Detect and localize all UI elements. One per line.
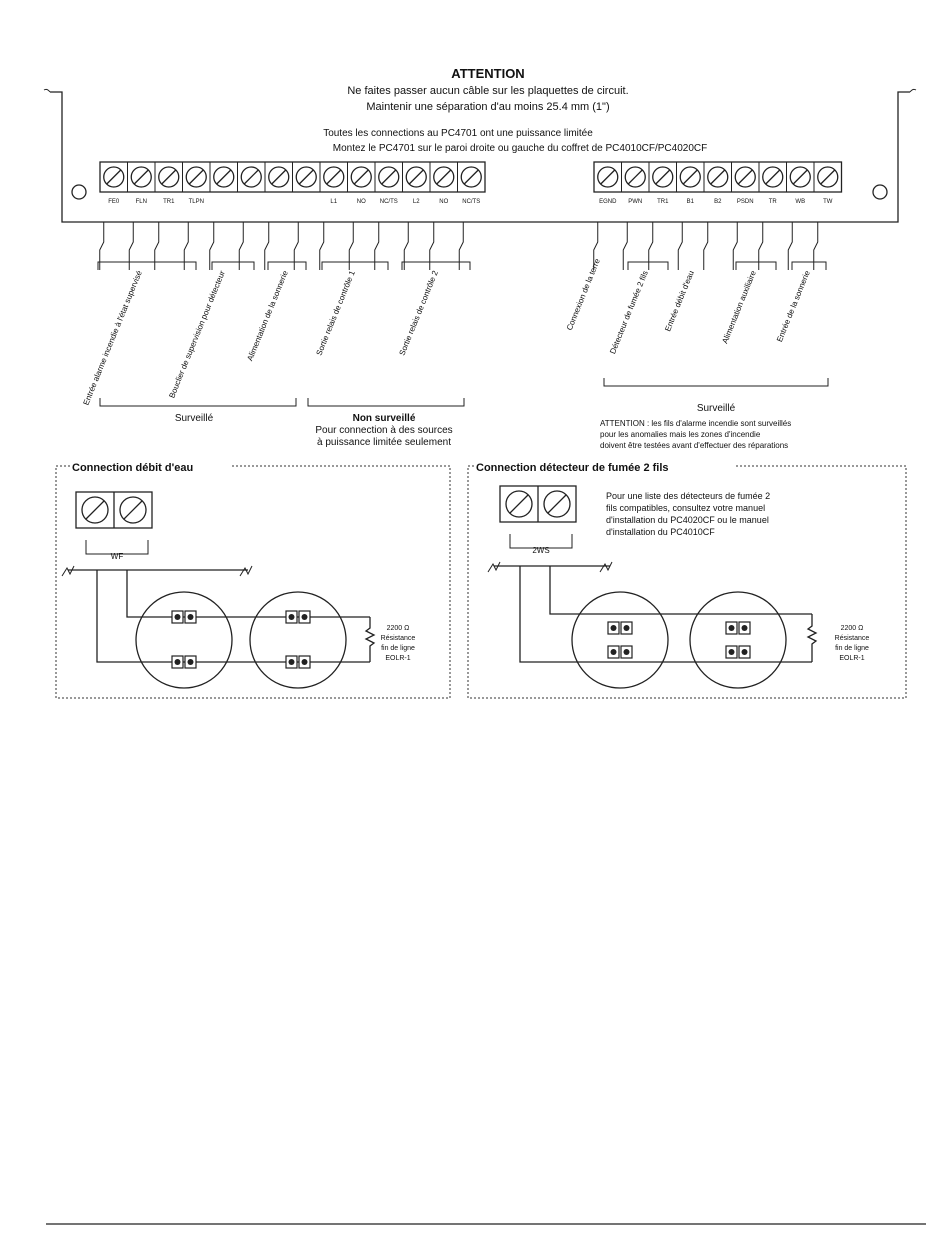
warning-line3: doivent être testées avant d'effectuer des réparations [600, 441, 789, 450]
mounting-hole-left [72, 185, 86, 199]
attention-line1: Ne faites passer aucun câble sur les plaquettes de circuit. [347, 85, 629, 97]
smoke-resistor-3: fin de ligne [835, 645, 869, 652]
smoke-eol-resistor [808, 614, 816, 662]
label-non-supervise-note1: Pour connection à des sources [315, 425, 453, 436]
group-brackets [98, 262, 828, 406]
left-terminal-label-0: FE0 [108, 199, 120, 205]
wire-label-left-1: Bouclier de supervision pour détecteur [167, 269, 227, 400]
water-resistor-2: Résistance [380, 635, 416, 642]
water-box-title: Connection débit d'eau [72, 462, 194, 474]
wire-label-right-0: Connexion de la terre [564, 257, 602, 332]
smoke-detector-2 [690, 592, 786, 688]
water-resistor-4: EOLR-1 [385, 655, 411, 662]
smoke-note-1: Pour une liste des détecteurs de fumée 2 [606, 491, 771, 501]
right-terminal-label-5: PSDN [736, 199, 754, 205]
water-terminal-block [76, 492, 152, 561]
left-terminal-label-9: NO [356, 199, 366, 205]
smoke-resistor-1: 2200 Ω [840, 625, 864, 632]
smoke-note-2: fils compatibles, consultez votre manuel [606, 503, 766, 513]
left-terminal-label-12: NO [439, 199, 449, 205]
water-eol-resistor [366, 617, 374, 662]
left-terminal-label-10: NC/TS [379, 199, 398, 205]
right-terminal-label-1: PWN [628, 199, 643, 205]
wires-right [594, 222, 818, 270]
wire-label-left-2: Alimentation de la sonnerie [245, 269, 290, 363]
smoke-terminal-block [500, 486, 576, 555]
water-resistor-3: fin de ligne [381, 645, 415, 652]
attention-line3: Toutes les connections au PC4701 ont une puissance limitée [323, 128, 593, 139]
wire-label-left-4: Sortie relais de contrôle 2 [397, 269, 440, 357]
mounting-hole-right [873, 185, 887, 199]
warning-line1: ATTENTION : les fils d'alarme incendie sont surveillés [600, 419, 792, 428]
label-non-supervise: Non surveillé [352, 413, 416, 424]
attention-line2: Maintenir une séparation d'au moins 25.4 mm (1") [366, 101, 610, 113]
water-device-2 [250, 592, 346, 688]
attention-title: ATTENTION [451, 66, 525, 81]
device-terminal-7 [726, 646, 750, 658]
smoke-note-3: d'installation du PC4020CF ou le manuel [606, 515, 769, 525]
right-terminal-label-4: B2 [714, 199, 722, 205]
wire-labels-left [81, 269, 440, 407]
smoke-box-title: Connection détecteur de fumée 2 fils [476, 462, 669, 474]
attention-line4: Montez le PC4701 sur le paroi droite ou gauche du coffret de PC4010CF/PC4020CF [332, 143, 708, 154]
label-non-supervise-note2: à puissance limitée seulement [317, 437, 451, 448]
right-terminal-label-6: TR [768, 199, 777, 205]
smoke-resistor-2: Résistance [834, 635, 870, 642]
right-terminal-label-3: B1 [686, 199, 694, 205]
right-terminal-label-7: WB [795, 199, 806, 205]
warning-line2: pour les anomalies mais les zones d'incendie [600, 430, 761, 439]
device-terminal-5 [608, 646, 632, 658]
left-terminal-label-3: TLPN [188, 199, 204, 205]
left-terminal-label-13: NC/TS [462, 199, 481, 205]
left-terminal-label-8: L1 [330, 199, 338, 205]
wires-left [100, 222, 464, 270]
wire-label-right-4: Entrée de la sonnerie [775, 269, 812, 344]
left-terminal-label-11: L2 [412, 199, 420, 205]
terminal-block-left [100, 162, 485, 205]
smoke-terminal-sub: 2WS [532, 546, 550, 555]
device-terminal-4 [608, 622, 632, 634]
left-terminal-label-2: TR1 [163, 199, 175, 205]
smoke-note-4: d'installation du PC4010CF [606, 527, 715, 537]
right-terminal-label-2: TR1 [657, 199, 669, 205]
wire-label-right-2: Entrée débit d'eau [663, 269, 696, 333]
water-device-1 [136, 592, 232, 688]
wire-labels-right [565, 257, 812, 355]
water-flow-panel [56, 460, 450, 698]
smoke-detector-1 [572, 592, 668, 688]
smoke-detector-panel [468, 460, 906, 698]
right-terminal-label-0: EGND [599, 199, 617, 205]
wire-label-right-3: Alimentation auxiliaire [720, 269, 758, 345]
label-supervise-left: Surveillé [174, 413, 214, 424]
wire-label-left-3: Sortie relais de contrôle 1 [314, 269, 357, 357]
water-terminal-sub: WF [110, 552, 124, 561]
right-terminal-label-8: TW [823, 199, 833, 205]
water-resistor-1: 2200 Ω [386, 625, 410, 632]
left-terminal-label-1: FLN [135, 199, 147, 205]
device-terminal-6 [726, 622, 750, 634]
label-supervise-right: Surveillé [696, 403, 736, 414]
wire-label-right-1: Détecteur de fumée 2 fils [608, 269, 650, 356]
terminal-block-right [594, 162, 842, 205]
wire-label-left-0: Entrée alarme incendie à l'état supervisé [81, 269, 144, 407]
smoke-resistor-4: EOLR-1 [839, 655, 865, 662]
